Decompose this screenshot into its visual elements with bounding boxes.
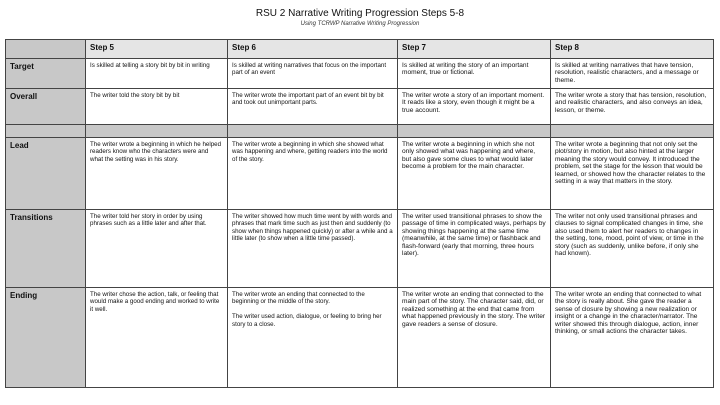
corner-cell xyxy=(6,40,86,59)
cell: The writer wrote a beginning that not only set the plot/story in motion, but also hinted at the larger meaning the story would convey. It introduced the problem, set the stage for the lesson that would be learned, or showed how the character relates to the setting in a way that matters in the story. xyxy=(551,138,714,210)
cell: The writer wrote an ending that connected to the beginning or the middle of the story. The writer used action, dialogue, or feeling to bring her story to a close. xyxy=(228,288,398,388)
header-step-7: Step 7 xyxy=(398,40,551,59)
cell: Is skilled at writing narratives that focus on the important part of an event xyxy=(228,59,398,89)
cell: The writer wrote a story that has tension, resolution, and realistic characters, and also conveys an idea, lesson, or theme. xyxy=(551,89,714,125)
cell: Is skilled at writing the story of an important moment, true or fictional. xyxy=(398,59,551,89)
section-divider xyxy=(6,125,714,138)
progression-table xyxy=(5,39,714,388)
document-subtitle: Using TCRWP Narrative Writing Progression xyxy=(300,21,420,27)
cell: The writer wrote the important part of an event bit by bit and took out unimportant parts. xyxy=(228,89,398,125)
row-transitions xyxy=(6,210,714,288)
row-label: Lead xyxy=(6,138,86,210)
row-label: Overall xyxy=(6,89,86,125)
cell: The writer chose the action, talk, or feeling that would make a good ending and worked to write it well. xyxy=(86,288,228,388)
row-label: Transitions xyxy=(6,210,86,288)
cell: The writer wrote a beginning in which he helped readers know who the characters were and what the setting was in his story. xyxy=(86,138,228,210)
cell: Is skilled at writing narratives that have tension, resolution, realistic characters, and a message or theme. xyxy=(551,59,714,89)
cell: The writer told her story in order by using phrases such as a little later and after that. xyxy=(86,210,228,288)
cell: The writer wrote an ending that connected to the main part of the story. The character said, did, or realized something at the end that came from what happened previously in the story. The writer gave readers a sense of closure. xyxy=(398,288,551,388)
header-step-8: Step 8 xyxy=(551,40,714,59)
document-title: RSU 2 Narrative Writing Progression Steps 5-8 xyxy=(255,8,465,19)
row-ending xyxy=(6,288,714,388)
row-label: Ending xyxy=(6,288,86,388)
row-label: Target xyxy=(6,59,86,89)
cell: The writer wrote a beginning in which she not only showed what was happening and where, but also gave some clues to what would later become a problem for the main character. xyxy=(398,138,551,210)
cell: The writer wrote an ending that connected to what the story is really about. She gave the reader a sense of closure by showing a new realization or insight or a change in the character/narrator. The writer showed this through dialogue, action, inner thinking, or small actions the character takes. xyxy=(551,288,714,388)
header-row xyxy=(6,40,714,59)
row-lead xyxy=(6,138,714,210)
cell: The writer used transitional phrases to show the passage of time in complicated ways, perhaps by showing things happening at the same time (meanwhile, at the same time) or flashback and flash-forward (early that morning, three hours later). xyxy=(398,210,551,288)
row-overall xyxy=(6,89,714,125)
cell: The writer wrote a story of an important moment. It reads like a story, even though it might be a true account. xyxy=(398,89,551,125)
header-step-6: Step 6 xyxy=(228,40,398,59)
cell: The writer wrote a beginning in which she showed what was happening and where, getting readers into the world of the story. xyxy=(228,138,398,210)
cell: The writer showed how much time went by with words and phrases that mark time such as just then and suddenly (to show when things happened quickly) or after a while and a little later (to show when a little time passed). xyxy=(228,210,398,288)
cell: The writer told the story bit by bit xyxy=(86,89,228,125)
row-target xyxy=(6,59,714,89)
header-step-5: Step 5 xyxy=(86,40,228,59)
cell: Is skilled at telling a story bit by bit in writing xyxy=(86,59,228,89)
cell: The writer not only used transitional phrases and clauses to signal complicated changes in time, she also used them to alert her readers to changes in the setting, tone, mood, point of view, or time in the story (such as suddenly, unlike before, if only she had known). xyxy=(551,210,714,288)
